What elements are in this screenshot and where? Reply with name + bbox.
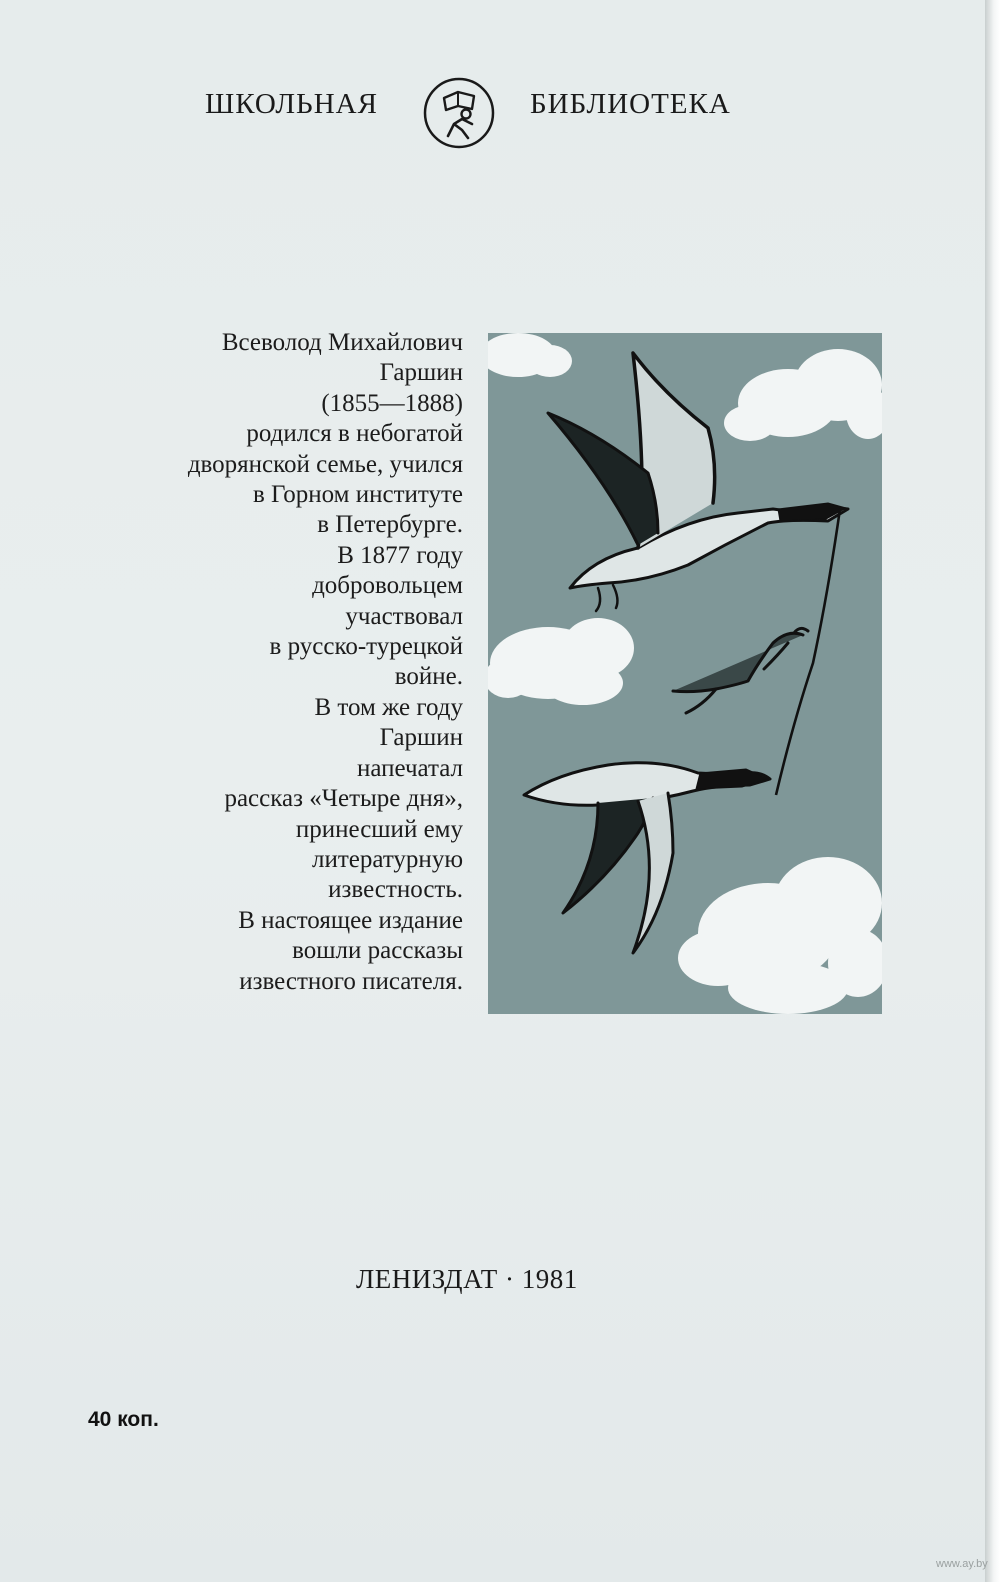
bio-line: Всеволод Михайлович: [221, 329, 463, 356]
bio-line: в Горном институте: [252, 481, 463, 509]
bio-line: в Петербурге.: [317, 511, 463, 539]
series-title-right: БИБЛИОТЕКА: [530, 88, 731, 120]
bio-line: (1855—1888): [321, 389, 463, 417]
bio-line: принесший ему: [295, 815, 463, 843]
bio-line: войне.: [394, 663, 463, 691]
bio-line: вошли рассказы: [292, 937, 463, 965]
bio-line: Гаршин: [379, 724, 463, 752]
frog-traveller-illustration: [488, 333, 882, 1014]
bio-line: рассказ «Четыре дня»,: [224, 785, 463, 813]
watermark: www.ay.by: [936, 1558, 988, 1570]
bio-line: В настоящее издание: [238, 906, 463, 934]
bio-line: Гаршин: [379, 359, 463, 387]
author-biography: [60, 328, 463, 997]
bio-line: В том же году: [314, 693, 463, 721]
bio-line: участвовал: [345, 602, 463, 630]
bio-line: дворянской семье, учился: [187, 450, 463, 478]
bio-line: в русско-турецкой: [269, 633, 463, 661]
page-edge: [985, 0, 1000, 1582]
bio-line: добровольцем: [312, 572, 463, 600]
publisher-imprint: ЛЕНИЗДАТ · 1981: [356, 1264, 578, 1294]
bio-line: напечатал: [356, 754, 463, 782]
price-label: 40 коп.: [88, 1408, 159, 1431]
bio-line: известного писателя.: [239, 967, 463, 995]
series-title-left: ШКОЛЬНАЯ: [205, 88, 378, 120]
bio-line: родился в небогатой: [246, 420, 463, 448]
bio-line: известность.: [328, 876, 463, 904]
bio-line: литературную: [312, 845, 463, 873]
running-reader-logo-icon: [422, 76, 496, 150]
bio-line: В 1877 году: [337, 541, 463, 569]
